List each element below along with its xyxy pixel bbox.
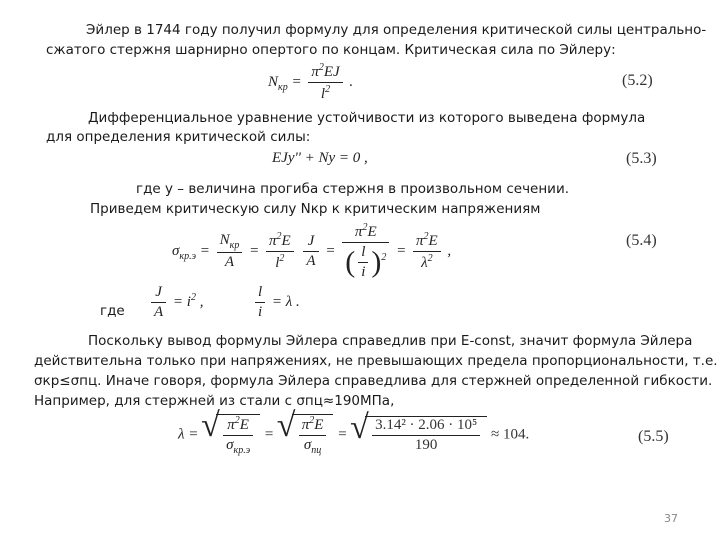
equation-number-5-4: (5.4) — [626, 232, 657, 249]
paragraph-4-line-2: действительна только при напряжениях, не превышающих предела пропорциональности, т.е. — [34, 353, 718, 369]
paragraph-1-line-2: сжатого стержня шарнирно опертого по концам. Критическая сила по Эйлеру: — [46, 42, 616, 58]
gde-label: где — [100, 303, 125, 319]
paragraph-2-line-2: для определения критической силы: — [46, 129, 311, 145]
equation-number-5-2: (5.2) — [622, 72, 653, 89]
paragraph-4-line-4: Например, для стержней из стали с σпц≈190МПа, — [34, 393, 395, 409]
formula-slenderness: $\frac{l}{i}$ = λ . — [252, 284, 300, 321]
paragraph-2-line-1: Дифференциальное уравнение устойчивости из которого выведена формула — [88, 110, 646, 126]
paragraph-4-line-3: σкр≤σпц. Иначе говоря, формула Эйлера справедлива для стержней определенной гибкости. — [34, 373, 713, 389]
limit-slenderness-denominator: 190 — [414, 437, 438, 453]
formula-limit-slenderness: λ = √ $\frac{\pi^2E}{\sigma_{кр.э}}$ = √ $\frac{\pi^2E}{\sigma_{пц}}$ = √ $\frac{\text{3.14² · 2.06 · 10⁵}}{190}$ ≈ 104. — [178, 414, 529, 456]
paragraph-3-line-1: где y – величина прогиба стержня в произвольном сечении. — [136, 181, 570, 197]
equation-number-5-5: (5.5) — [638, 428, 669, 445]
formula-euler-critical-force: $N_{кр}$ = $\frac{\pi^2EJ}{l^2}$ . — [268, 62, 354, 102]
formula-stability-differential-equation: EJy'' + Ny = 0 , — [272, 150, 368, 166]
paragraph-3-line-2: Приведем критическую силу Nкр к критическим напряжениям — [90, 201, 541, 217]
paragraph-4-line-1: Поскольку вывод формулы Эйлера справедлив при E-const, значит формула Эйлера — [88, 333, 693, 349]
page-number: 37 — [664, 512, 678, 525]
paragraph-1-line-1: Эйлер в 1744 году получил формулу для определения критической силы центрально- — [86, 22, 707, 38]
formula-radius-of-gyration: $\frac{J}{A}$ = $i^2$ , — [148, 284, 203, 321]
formula-critical-stress: $\sigma_{кр.э}$ = $\frac{N_{кр}}{A}$ = $\frac{\pi^2E}{l^2}$ $\frac{J}{A}$ = $\pi^2E$ ( $\frac{l}{i}$ )$^2$ = $\frac{\pi^2E}{\lambda^2}$ , — [172, 222, 452, 280]
equation-number-5-3: (5.3) — [626, 150, 657, 167]
limit-slenderness-numerator: √ 3.14² · 2.06 · 10⁵ — [372, 417, 480, 436]
limit-slenderness-result: ≈ 104. — [491, 426, 530, 443]
